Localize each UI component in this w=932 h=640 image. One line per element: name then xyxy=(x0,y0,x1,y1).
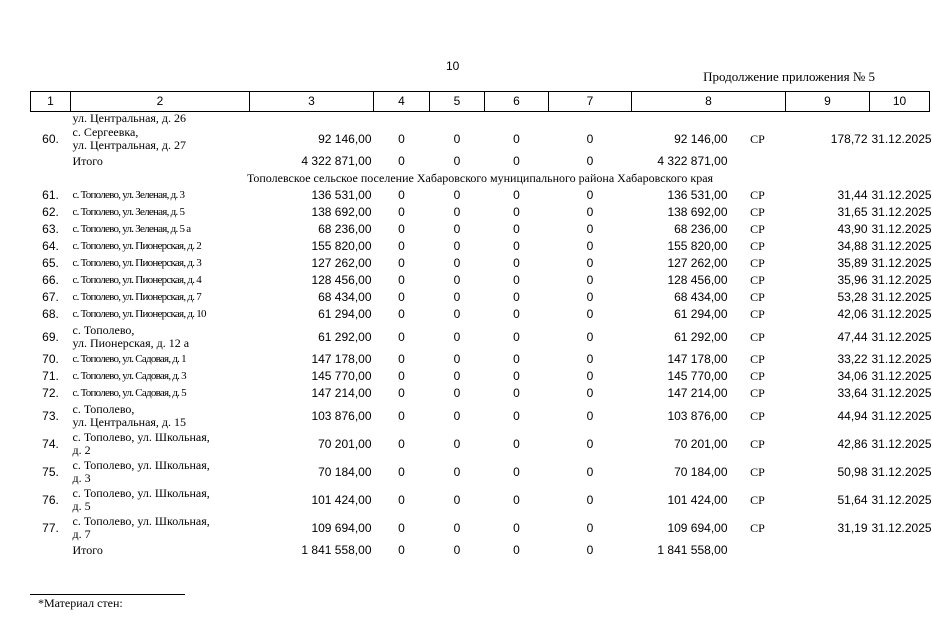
value-cell: 70 184,00 xyxy=(674,464,728,479)
table-row xyxy=(31,255,930,272)
address-cell: с. Тополево, ул. Садовая, д. 5 xyxy=(72,387,186,399)
table-row xyxy=(31,458,930,486)
value-cell: 0 xyxy=(586,273,594,287)
address-cell xyxy=(71,514,250,542)
continuation-row xyxy=(31,112,930,126)
table-row xyxy=(31,514,930,542)
value-cell: 0 xyxy=(513,369,520,383)
value-cell: 0 xyxy=(586,352,594,366)
value-cell: 61 294,00 xyxy=(318,307,372,321)
row-number: 71. xyxy=(42,369,59,383)
appendix-title: Продолжение приложения № 5 xyxy=(703,69,875,84)
value-cell: 0 xyxy=(453,205,461,219)
value-cell: 147 178,00 xyxy=(667,352,728,366)
value-cell: 35,89 xyxy=(837,256,868,270)
value-cell: 0 xyxy=(398,256,405,270)
row-number: 68. xyxy=(42,307,59,321)
value-cell: 33,22 xyxy=(837,352,868,366)
value-cell: 138 692,00 xyxy=(667,205,728,219)
value-cell: 0 xyxy=(398,307,405,321)
date-cell: 31.12.2025 xyxy=(871,386,932,400)
header-cell: 10 xyxy=(870,92,930,112)
value-cell: 0 xyxy=(398,543,405,557)
material-cell: СР xyxy=(750,386,765,400)
address-cell xyxy=(71,486,250,514)
empty-cell xyxy=(870,153,930,170)
address-line: д. 3 xyxy=(72,471,91,485)
header-cell: 3 xyxy=(250,92,374,112)
value-cell: 44,94 xyxy=(837,408,868,423)
value-cell: 68 434,00 xyxy=(674,290,728,304)
date-cell: 31.12.2025 xyxy=(871,464,932,479)
material-cell: СР xyxy=(750,239,765,253)
address-cell xyxy=(71,430,250,458)
value-cell: 0 xyxy=(453,273,461,287)
material-cell: СР xyxy=(750,222,765,236)
row-number: 72. xyxy=(42,386,59,400)
material-cell: СР xyxy=(750,273,765,287)
total-label: Итого xyxy=(72,154,103,168)
value-cell: 101 424,00 xyxy=(667,492,728,507)
table-row xyxy=(31,289,930,306)
value-cell: 103 876,00 xyxy=(667,408,728,423)
value-cell: 0 xyxy=(453,329,461,344)
empty-cell xyxy=(730,153,786,170)
address-cell: с. Тополево, ул. Пионерская, д. 4 xyxy=(72,274,201,286)
value-cell: 68 434,00 xyxy=(318,290,372,304)
value-cell: 128 456,00 xyxy=(311,273,372,287)
table-row xyxy=(31,430,930,458)
value-cell: 0 xyxy=(398,464,405,479)
value-cell: 0 xyxy=(586,520,594,535)
value-cell: 0 xyxy=(513,329,520,344)
value-cell: 0 xyxy=(513,492,520,507)
value-cell: 0 xyxy=(398,205,405,219)
value-cell: 0 xyxy=(453,256,461,270)
value-cell: 0 xyxy=(513,290,520,304)
value-cell: 0 xyxy=(513,273,520,287)
value-cell: 70 201,00 xyxy=(318,436,372,451)
value-cell: 0 xyxy=(513,154,520,168)
address-line: с. Тополево, xyxy=(72,323,135,337)
value-cell: 0 xyxy=(453,492,461,507)
value-cell: 68 236,00 xyxy=(674,222,728,236)
header-cell: 8 xyxy=(632,92,786,112)
value-cell: 0 xyxy=(398,386,405,400)
value-cell: 145 770,00 xyxy=(667,369,728,383)
address-cell: с. Тополево, ул. Садовая, д. 1 xyxy=(72,353,186,365)
material-cell: СР xyxy=(750,369,765,383)
address-cell: с. Тополево, ул. Пионерская, д. 7 xyxy=(72,291,201,303)
address-line: с. Сергеевка, xyxy=(72,125,139,139)
value-cell: 0 xyxy=(398,329,405,344)
date-cell: 31.12.2025 xyxy=(871,188,932,202)
value-cell: 0 xyxy=(513,222,520,236)
value-cell: 0 xyxy=(586,239,594,253)
material-cell: СР xyxy=(750,256,765,270)
value-cell: 0 xyxy=(453,222,461,236)
address-line: д. 7 xyxy=(72,527,91,541)
material-cell: СР xyxy=(750,205,765,219)
address-cell: с. Тополево, ул. Садовая, д. 3 xyxy=(72,370,186,382)
address-cell xyxy=(71,125,250,153)
row-number: 74. xyxy=(42,436,59,451)
value-cell: 61 294,00 xyxy=(674,307,728,321)
value-cell: 0 xyxy=(513,408,520,423)
value-cell: 0 xyxy=(586,329,594,344)
value-cell: 0 xyxy=(586,386,594,400)
value-cell: 0 xyxy=(398,154,405,168)
date-cell: 31.12.2025 xyxy=(871,352,932,366)
value-cell: 0 xyxy=(513,307,520,321)
value-cell: 0 xyxy=(398,408,405,423)
value-cell: 0 xyxy=(586,205,594,219)
date-cell: 31.12.2025 xyxy=(871,307,932,321)
address-line: с. Тополево, ул. Школьная, xyxy=(72,486,210,500)
value-cell: 0 xyxy=(513,464,520,479)
material-cell: СР xyxy=(750,520,765,535)
value-cell: 0 xyxy=(398,222,405,236)
value-cell: 0 xyxy=(586,307,594,321)
header-cell: 4 xyxy=(374,92,430,112)
address-cell xyxy=(71,402,250,430)
header-cell: 9 xyxy=(786,92,870,112)
date-cell: 31.12.2025 xyxy=(871,290,932,304)
value-cell: 147 214,00 xyxy=(311,386,372,400)
row-number: 76. xyxy=(42,492,59,507)
value-cell: 0 xyxy=(453,436,461,451)
footnote: *Материал стен: xyxy=(38,596,123,610)
material-cell: СР xyxy=(750,307,765,321)
value-cell: 0 xyxy=(398,188,405,202)
value-cell: 0 xyxy=(586,131,594,146)
value-cell: 0 xyxy=(586,222,594,236)
date-cell: 31.12.2025 xyxy=(871,256,932,270)
table-body xyxy=(31,112,930,560)
value-cell: 127 262,00 xyxy=(667,256,728,270)
value-cell: 136 531,00 xyxy=(667,188,728,202)
value-cell: 136 531,00 xyxy=(311,188,372,202)
value-cell: 0 xyxy=(513,436,520,451)
value-cell: 50,98 xyxy=(837,464,868,479)
value-cell: 155 820,00 xyxy=(311,239,372,253)
value-cell: 34,88 xyxy=(837,239,868,253)
value-cell: 0 xyxy=(513,205,520,219)
date-cell: 31.12.2025 xyxy=(871,239,932,253)
header-cell: 1 xyxy=(31,92,71,112)
value-cell: 138 692,00 xyxy=(311,205,372,219)
empty-cell xyxy=(31,542,71,559)
value-cell: 0 xyxy=(453,352,461,366)
value-cell: 0 xyxy=(453,154,461,168)
material-cell: СР xyxy=(750,290,765,304)
row-number: 60. xyxy=(42,131,59,146)
value-cell: 101 424,00 xyxy=(311,492,372,507)
row-number: 66. xyxy=(42,273,59,287)
address-cell: с. Тополево, ул. Пионерская, д. 10 xyxy=(72,308,206,320)
address-line: с. Тополево, ул. Школьная, xyxy=(72,458,210,472)
value-cell: 109 694,00 xyxy=(311,520,372,535)
value-cell: 1 841 558,00 xyxy=(301,543,372,557)
value-cell: 61 292,00 xyxy=(674,329,728,344)
address-line: д. 5 xyxy=(72,499,91,513)
table-row xyxy=(31,221,930,238)
data-table xyxy=(30,91,930,559)
row-number: 62. xyxy=(42,205,59,219)
address-line: с. Тополево, ул. Школьная, xyxy=(72,514,210,528)
header-cell: 5 xyxy=(430,92,485,112)
value-cell: 0 xyxy=(453,188,461,202)
value-cell: 0 xyxy=(398,436,405,451)
header-row xyxy=(31,92,930,112)
value-cell: 68 236,00 xyxy=(318,222,372,236)
value-cell: 43,90 xyxy=(837,222,868,236)
value-cell: 0 xyxy=(398,290,405,304)
value-cell: 0 xyxy=(453,464,461,479)
address-cell: с. Тополево, ул. Пионерская, д. 2 xyxy=(72,240,201,252)
value-cell: 92 146,00 xyxy=(318,131,372,146)
value-cell: 70 184,00 xyxy=(318,464,372,479)
value-cell: 147 178,00 xyxy=(311,352,372,366)
section-row xyxy=(31,170,930,187)
date-cell: 31.12.2025 xyxy=(871,131,932,146)
value-cell: 0 xyxy=(453,239,461,253)
value-cell: 31,44 xyxy=(837,188,868,202)
row-number: 63. xyxy=(42,222,59,236)
value-cell: 70 201,00 xyxy=(674,436,728,451)
value-cell: 155 820,00 xyxy=(667,239,728,253)
value-cell: 4 322 871,00 xyxy=(301,154,372,168)
value-cell: 0 xyxy=(586,543,594,557)
address-line: ул. Центральная, д. 15 xyxy=(72,415,187,429)
value-cell: 0 xyxy=(453,543,461,557)
header-cell: 2 xyxy=(71,92,250,112)
date-cell: 31.12.2025 xyxy=(871,408,932,423)
table-row xyxy=(31,402,930,430)
value-cell: 31,65 xyxy=(837,205,868,219)
value-cell: 0 xyxy=(513,256,520,270)
date-cell: 31.12.2025 xyxy=(871,273,932,287)
value-cell: 0 xyxy=(586,464,594,479)
value-cell: 61 292,00 xyxy=(318,329,372,344)
address-cell: с. Тополево, ул. Зеленая, д. 5 xyxy=(72,206,185,218)
address-line: ул. Пионерская, д. 12 а xyxy=(72,336,190,350)
table-row xyxy=(31,272,930,289)
value-cell: 0 xyxy=(398,352,405,366)
address-line: с. Тополево, xyxy=(72,402,135,416)
table-row xyxy=(31,306,930,323)
value-cell: 103 876,00 xyxy=(311,408,372,423)
row-number: 69. xyxy=(42,329,59,344)
row-number: 61. xyxy=(42,188,59,202)
empty-cell xyxy=(786,542,870,559)
value-cell: 0 xyxy=(398,131,405,146)
material-cell: СР xyxy=(750,329,765,344)
value-cell: 0 xyxy=(453,408,461,423)
value-cell: 0 xyxy=(513,352,520,366)
value-cell: 178,72 xyxy=(830,131,868,146)
value-cell: 128 456,00 xyxy=(667,273,728,287)
header-cell: 7 xyxy=(549,92,632,112)
table-row xyxy=(31,323,930,351)
value-cell: 0 xyxy=(453,131,461,146)
table-row xyxy=(31,368,930,385)
address-cell: ул. Центральная, д. 26 xyxy=(72,111,187,125)
value-cell: 1 841 558,00 xyxy=(657,543,728,557)
empty-cell xyxy=(786,153,870,170)
row-number: 67. xyxy=(42,290,59,304)
empty-cell xyxy=(730,542,786,559)
date-cell: 31.12.2025 xyxy=(871,436,932,451)
address-line: д. 2 xyxy=(72,443,91,457)
date-cell: 31.12.2025 xyxy=(871,492,932,507)
row-number: 77. xyxy=(42,520,59,535)
row-number: 64. xyxy=(42,239,59,253)
value-cell: 47,44 xyxy=(837,329,868,344)
value-cell: 51,64 xyxy=(837,492,868,507)
value-cell: 0 xyxy=(398,520,405,535)
date-cell: 31.12.2025 xyxy=(871,520,932,535)
value-cell: 109 694,00 xyxy=(667,520,728,535)
value-cell: 0 xyxy=(398,239,405,253)
address-cell: с. Тополево, ул. Пионерская, д. 3 xyxy=(72,257,201,269)
value-cell: 53,28 xyxy=(837,290,868,304)
address-cell: с. Тополево, ул. Зеленая, д. 5 а xyxy=(72,223,191,235)
footnote-divider xyxy=(30,594,185,595)
value-cell: 0 xyxy=(586,436,594,451)
value-cell: 42,86 xyxy=(837,436,868,451)
value-cell: 0 xyxy=(453,520,461,535)
row-number: 75. xyxy=(42,464,59,479)
address-line: ул. Центральная, д. 27 xyxy=(72,138,187,152)
table-row xyxy=(31,486,930,514)
value-cell: 34,06 xyxy=(837,369,868,383)
value-cell: 0 xyxy=(586,408,594,423)
table-row xyxy=(31,351,930,368)
value-cell: 0 xyxy=(398,369,405,383)
value-cell: 0 xyxy=(513,239,520,253)
table-row xyxy=(31,238,930,255)
table-row xyxy=(31,385,930,402)
empty-cell xyxy=(870,542,930,559)
header-cell: 6 xyxy=(485,92,549,112)
value-cell: 147 214,00 xyxy=(667,386,728,400)
table-row xyxy=(31,204,930,221)
value-cell: 0 xyxy=(453,386,461,400)
material-cell: СР xyxy=(750,352,765,366)
value-cell: 0 xyxy=(586,290,594,304)
material-cell: СР xyxy=(750,464,765,479)
address-line: с. Тополево, ул. Школьная, xyxy=(72,430,210,444)
total-row xyxy=(31,153,930,170)
value-cell: 0 xyxy=(586,188,594,202)
address-cell: с. Тополево, ул. Зеленая, д. 3 xyxy=(72,189,185,201)
date-cell: 31.12.2025 xyxy=(871,369,932,383)
value-cell: 0 xyxy=(513,386,520,400)
row-number: 73. xyxy=(42,408,59,423)
value-cell: 127 262,00 xyxy=(311,256,372,270)
value-cell: 92 146,00 xyxy=(674,131,728,146)
address-cell xyxy=(71,323,250,351)
total-row xyxy=(31,542,930,559)
empty-cell xyxy=(31,153,71,170)
value-cell: 0 xyxy=(453,290,461,304)
value-cell: 0 xyxy=(453,369,461,383)
value-cell: 0 xyxy=(398,273,405,287)
value-cell: 0 xyxy=(513,131,520,146)
value-cell: 0 xyxy=(586,256,594,270)
value-cell: 0 xyxy=(513,520,520,535)
material-cell: СР xyxy=(750,492,765,507)
value-cell: 31,19 xyxy=(837,520,868,535)
address-cell xyxy=(71,458,250,486)
value-cell: 0 xyxy=(586,154,594,168)
value-cell: 35,96 xyxy=(837,273,868,287)
section-title: Тополевское сельское поселение Хабаровского муниципального района Хабаровского края xyxy=(246,171,714,185)
table-row xyxy=(31,125,930,153)
value-cell: 0 xyxy=(586,369,594,383)
date-cell: 31.12.2025 xyxy=(871,222,932,236)
date-cell: 31.12.2025 xyxy=(871,205,932,219)
value-cell: 0 xyxy=(513,543,520,557)
value-cell: 0 xyxy=(398,492,405,507)
material-cell: СР xyxy=(750,436,765,451)
page-number: 10 xyxy=(446,59,460,73)
table-row xyxy=(31,187,930,204)
value-cell: 145 770,00 xyxy=(311,369,372,383)
material-cell: СР xyxy=(750,131,765,146)
value-cell: 4 322 871,00 xyxy=(657,154,728,168)
value-cell: 0 xyxy=(586,492,594,507)
total-label: Итого xyxy=(72,543,103,557)
date-cell: 31.12.2025 xyxy=(871,329,932,344)
row-number: 70. xyxy=(42,352,59,366)
value-cell: 0 xyxy=(453,307,461,321)
value-cell: 33,64 xyxy=(837,386,868,400)
value-cell: 42,06 xyxy=(837,307,868,321)
material-cell: СР xyxy=(750,188,765,202)
material-cell: СР xyxy=(750,408,765,423)
row-number: 65. xyxy=(42,256,59,270)
value-cell: 0 xyxy=(513,188,520,202)
